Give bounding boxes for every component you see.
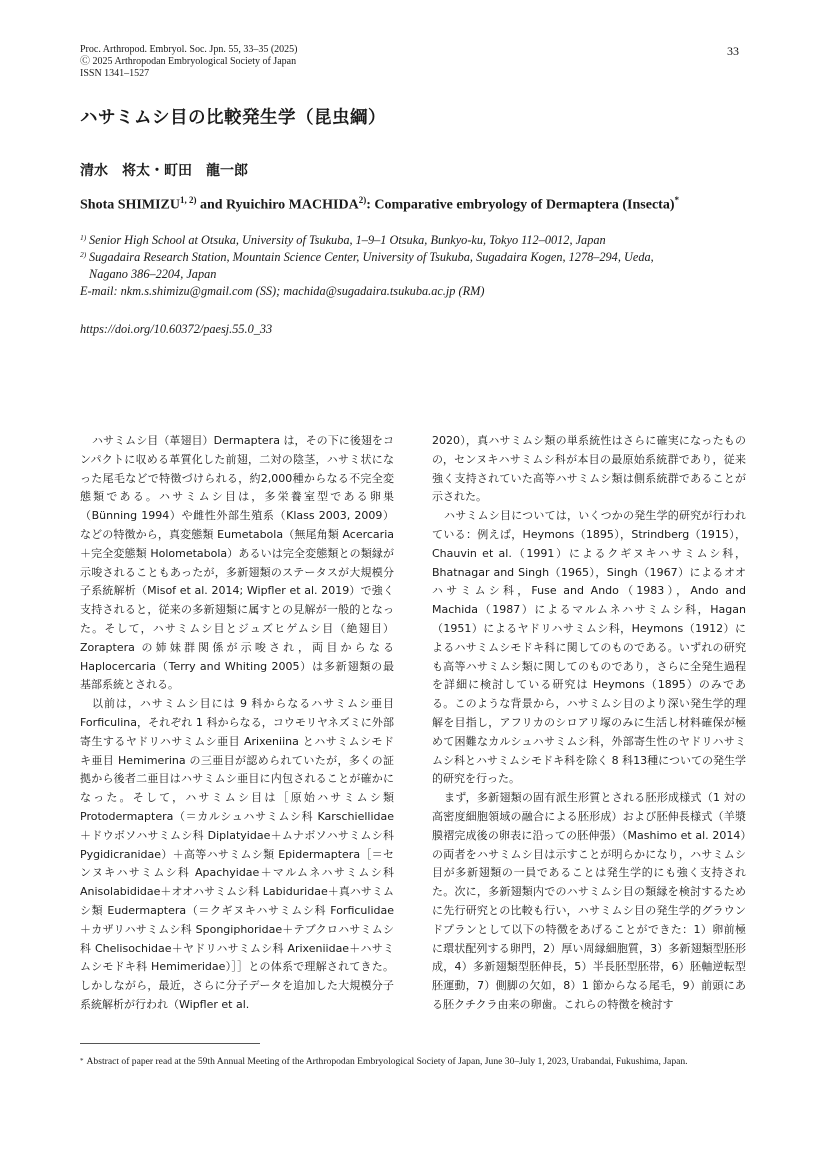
affiliations: [80, 232, 740, 300]
footnote-divider: [80, 1043, 260, 1044]
copyright-line: Ⓒ 2025 Arthropodan Embryological Society of Japan: [80, 56, 297, 67]
affiliation-2-text: Sugadaira Research Station, Mountain Science Center, University of Tsukuba, Sugadaira Kogen, 1278–294, Ueda,: [89, 250, 654, 264]
journal-citation: Proc. Arthropod. Embryol. Soc. Jpn. 55, 33–35 (2025): [80, 44, 298, 55]
affiliation-1-text: Senior High School at Otsuka, University of Tsukuba, 1–9–1 Otsuka, Bunkyo-ku, Tokyo 112–0012, Japan: [89, 233, 606, 247]
footnote: [80, 1055, 750, 1068]
journal-info: [80, 44, 298, 80]
doi-link[interactable]: https://doi.org/10.60372/paesj.55.0_33: [80, 322, 273, 336]
issn-line: ISSN 1341–1527: [80, 68, 150, 79]
author-2-affiliation-marker: 2): [358, 195, 367, 205]
title-japanese: ハサミムシ目の比較発生学（昆虫綱）: [80, 108, 386, 128]
authors-japanese: 清水 将太・町田 龍一郎: [80, 163, 248, 179]
title-english: [80, 195, 679, 214]
footnote-text: Abstract of paper read at the 59th Annual Meeting of the Arthropodan Embryological Society of Japan, June 30–July 1, 2023, Urabandai, Fukushima, Japan.: [86, 1056, 688, 1067]
affiliation-2-continuation: Nagano 386–2204, Japan: [89, 267, 217, 281]
body-column-left: [80, 432, 394, 1015]
author-2: and Ryuichiro MACHIDA: [196, 197, 359, 213]
email-line: E-mail: nkm.s.shimizu@gmail.com (SS); machida@sugadaira.tsukuba.ac.jp (RM): [80, 284, 485, 298]
affiliation-1: [80, 232, 740, 249]
affiliation-1-marker: 1): [80, 233, 87, 242]
paragraph: 2020），真ハサミムシ類の単系統性はさらに確実になったものの，センヌキハサミムシ科が本目の最原始系統群であり，従来強く支持されていた高等ハサミムシ類は側系統群であることが示された。: [432, 434, 746, 504]
affiliation-2-marker: 2): [80, 250, 87, 259]
affiliation-2: [80, 249, 740, 266]
footnote-mark: *: [80, 1057, 84, 1065]
paragraph: 以前は，ハサミムシ目には 9 科からなるハサミムシ亜目 Forficulina，それぞれ 1 科からなる，コウモリヤネズミに外部寄生するヤドリハサミムシ亜目 Arixeniina とハサミムシモドキ亜目 Hemimerina の三亜目が認められていたが，多くの証拠から後者二亜目はハサミムシ亜目に内包されることが確かになった。そして，ハサミムシ目は［原始ハサミムシ類 Protodermaptera（＝カルシュハサミムシ科 Karschiellidae＋ドウボソハサミムシ科 Diplatyidae＋ムナボソハサミムシ科 Pygidicranidae）＋高等ハサミムシ類 Epidermaptera［＝センヌキハサミムシ科 Apachyidae＋マルムネハサミムシ科 Anisolabididae＋オオハサミムシ科 Labiduridae＋真ハサミムシ類 Eudermaptera（＝クギヌキハサミムシ科 Forficulidae＋カザリハサミムシ科 Spongiphoridae＋テブクロハサミムシ科 Chelisochidae＋ヤドリハサミムシ科 Arixeniidae＋ハサミムシモドキ科 Hemimeridae）］］との体系で理解されてきた。しかしながら，最近，さらに分子データを追加した大規模分子系統解析が行われ（Wipfler et al.: [80, 697, 394, 1011]
author-1-affiliation-marker: 1, 2): [179, 195, 197, 205]
footnote-marker: *: [674, 195, 679, 205]
page-number: 33: [727, 44, 739, 58]
paragraph: ハサミムシ目については，いくつかの発生学的研究が行われている：例えば，Heymons（1895），Strindberg（1915），Chauvin et al.（1991）によるクギヌキハサミムシ科，Bhatnagar and Singh（1965），Singh（1967）によるオオハサミムシ科，Fuse and Ando（1983），Ando and Machida（1987）によるマルムネハサミムシ科，Hagan（1951）によるヤドリハサミムシ科，Heymons（1912）によるハサミムシモドキ科に関してのものである。いずれの研究も高等ハサミムシ類に関してのものであり，さらに全発生過程を詳細に検討している研究は Heymons（1895）のみである。このような背景から，ハサミムシ目のより深い発生学的理解を目指し，アフリカのシロアリ塚のみに生活し材料確保が極めて困難なカルシュハサミムシ科，外部寄生性のヤドリハサミムシ科とハサミムシモドキ科を除く 8 科13種についての発生学的研究を行った。: [432, 509, 746, 786]
author-1: Shota SHIMIZU: [80, 197, 180, 213]
paragraph: まず，多新翅類の固有派生形質とされる胚形成様式（1 対の高密度細胞領域の融合による胚形成）および胚伸長様式（羊漿膜褶完成後の卵表に沿っての胚伸張）（Mashimo et al. 2014）の両者をハサミムシ目は示すことが明らかになり，ハサミムシ目が多新翅類の一員であることは発生学的にも強く支持された。次に，多新翅類内でのハサミムシ目の類縁を検討するために先行研究との比較も行い，ハサミムシ目の発生学的グラウンドプランとして以下の特徴をあげることができた：1）卵前極に環状配列する卵門，2）厚い周縁細胞質，3）多新翅類型胚形成，4）多新翅類型胚伸長，5）半長胚型胚帯，6）胚軸逆転型胚運動，7）側脚の欠如，8）1 節からなる尾毛，9）前頭にある胚クチクラ由来の卵歯。これらの特徴を検討す: [432, 791, 746, 1011]
body-column-right: [432, 432, 746, 1015]
title-english-text: : Comparative embryology of Dermaptera (Insecta): [366, 197, 675, 213]
paragraph: ハサミムシ目（革翅目）Dermaptera は，その下に後翅をコンパクトに収める革質化した前翅，二対の陰茎，ハサミ状になった尾毛などで特徴づけられる，約2,000種からなる不完全変態類である。ハサミムシ目は，多栄養室型である卵巣（Bünning 1994）や雌性外部生殖系（Klass 2003, 2009）などの特徴から，真変態類 Eumetabola（無尾角類 Acercaria＋完全変態類 Holometabola）あるいは完全変態類との類縁が示唆されることもあったが，多新翅類のステータスが大規模分子系統解析（Misof et al. 2014; Wipfler et al. 2019）で強く支持されると，従来の多新翅類に属すとの見解が一般的となった。そして，ハサミムシ目とジュズヒゲムシ目（絶翅目）Zoraptera の姉妹群関係が示唆され，両目からなる Haplocercaria（Terry and Whiting 2005）は多新翅類の最基部系統とされる。: [80, 434, 394, 692]
